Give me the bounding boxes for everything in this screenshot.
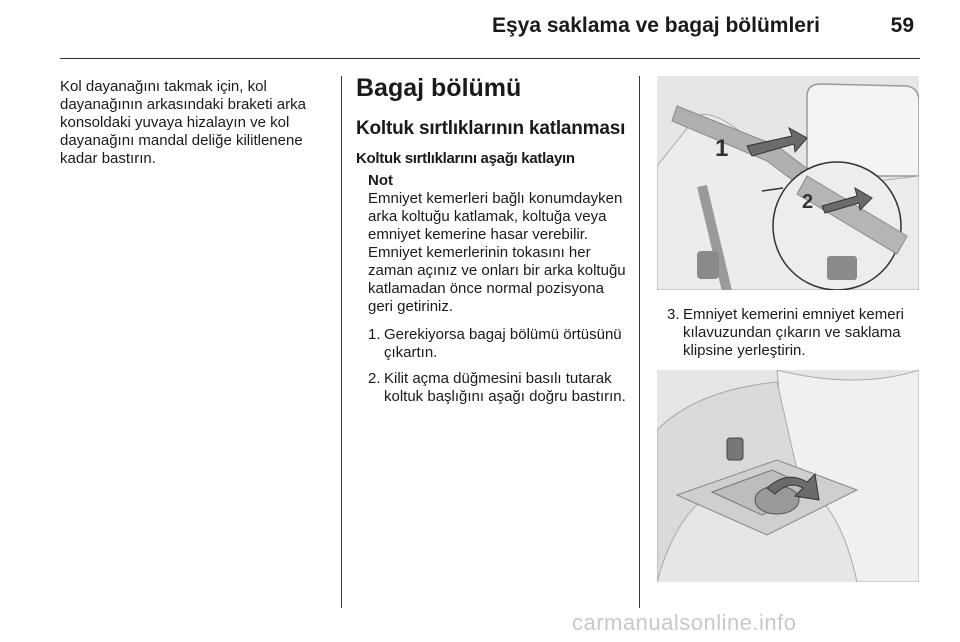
header-title: Eşya saklama ve bagaj bölümleri: [491, 14, 820, 37]
page-number: 59: [890, 14, 914, 37]
steps-list: [368, 326, 626, 406]
section-heading: Bagaj bölümü: [356, 74, 522, 102]
step-text: Kilit açma düğmesini basılı tutarak koltuk başlığını aşağı doğru bastırın.: [384, 370, 626, 405]
column-1: [60, 78, 328, 168]
seatbelt-illustration: [657, 76, 919, 290]
column-2: [356, 74, 626, 414]
note-block: [368, 172, 626, 316]
figure-label-1: 1: [715, 135, 729, 162]
list-item: [368, 326, 626, 362]
list-item: [368, 370, 626, 406]
console-illustration: [657, 370, 919, 582]
section-subheading: Koltuk sırtlıklarının katlanması: [356, 118, 626, 139]
note-text: Emniyet kemerleri bağlı konumdayken arka koltuğu katlamak, koltuğa veya emniyet kemerine hasar verebilir. Emniyet kemerlerinin tokasını her zaman açınız ve onları bir arka koltuğu katlamadan önce normal pozisyona geri getiriniz.: [368, 190, 626, 315]
list-item: [667, 306, 923, 360]
note-title: Not: [368, 172, 393, 189]
section-subsubheading: Koltuk sırtlıklarını aşağı katlayın: [356, 150, 575, 167]
step-number: 2.: [368, 370, 381, 387]
header-divider: [60, 58, 920, 59]
step-number: 1.: [368, 326, 381, 343]
column-3: [657, 74, 923, 582]
column-divider-1: [341, 76, 342, 608]
step-text: Gerekiyorsa bagaj bölümü örtüsünü çıkartın.: [384, 326, 622, 361]
step-number: 3.: [667, 306, 680, 323]
watermark: carmanualsonline.info: [572, 610, 797, 635]
column-divider-2: [639, 76, 640, 608]
figure-label-2: 2: [802, 191, 814, 213]
step-text: Emniyet kemerini emniyet kemeri kılavuzundan çıkarın ve saklama klipsine yerleştirin.: [683, 306, 904, 359]
armrest-paragraph: Kol dayanağını takmak için, kol dayanağının arkasındaki braketi arka konsoldaki yuvaya hizalayın ve kol dayanağını mandal deliğe kilitlenene kadar bastırın.: [60, 78, 306, 167]
